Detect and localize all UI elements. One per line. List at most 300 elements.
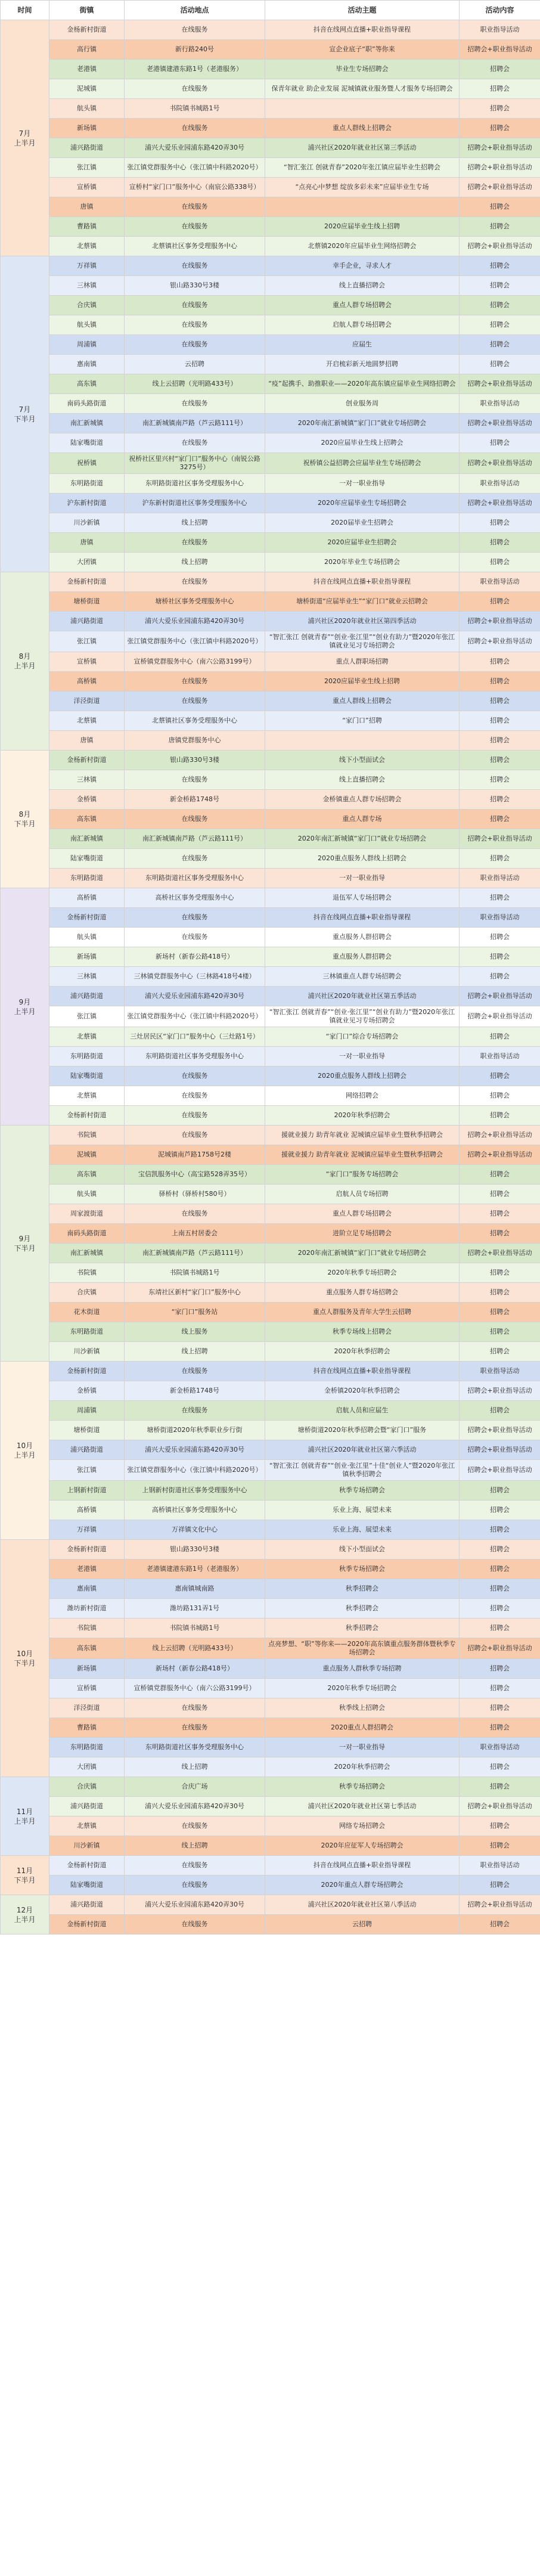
table-row [1,652,540,672]
street-cell: 三林镇 [49,276,125,296]
place-cell: 张江镇党群服务中心（张江镇中科路2020号） [125,158,265,178]
place-cell: 书院镇书城路1号 [125,1263,265,1283]
theme-cell: 一对一职业指导 [265,1047,460,1067]
place-cell: 书院镇书城路1号 [125,1619,265,1638]
theme-cell: 网络招聘会 [265,1086,460,1106]
street-cell: 合庆镇 [49,296,125,315]
place-cell: 东明路街道社区事务受理服务中心 [125,869,265,888]
content-cell: 职业指导活动 [460,1856,540,1876]
street-cell: 航头镇 [49,315,125,335]
content-cell: 招聘会 [460,1342,540,1362]
street-cell: 宣桥镇 [49,652,125,672]
theme-cell: 2020年重点人群专场招聘会 [265,1876,460,1895]
street-cell: 祝桥镇 [49,453,125,474]
theme-cell: 2020年秋季招聘会 [265,1106,460,1126]
place-cell: 线上招聘 [125,1757,265,1777]
street-cell: 川沙新镇 [49,513,125,533]
place-cell: 在线服务 [125,692,265,711]
theme-cell: 一对一职业指导 [265,1738,460,1757]
theme-cell: “智汇张江 创就青春”“创业·张江里”十佳“创业人”暨2020年张江镇秋季招聘会 [265,1460,460,1481]
content-cell: 招聘会 [460,1501,540,1520]
street-cell: 南汇新城镇 [49,829,125,849]
theme-cell: 重点人群服务及青年大学生云招聘 [265,1303,460,1322]
street-cell: 航头镇 [49,928,125,947]
theme-cell: 幸手企业，寻求人才 [265,256,460,276]
content-cell: 职业指导活动 [460,394,540,414]
theme-cell: 进阶立足专场招聘会 [265,1224,460,1244]
street-cell: 周浦镇 [49,1401,125,1421]
table-row [1,592,540,612]
content-cell: 招聘会 [460,711,540,731]
theme-cell: 2020年应征军人专场招聘会 [265,1836,460,1856]
period-cell: 9月 下半月 [1,1126,49,1362]
place-cell: 合庆广场 [125,1777,265,1797]
street-cell: 大团镇 [49,553,125,572]
table-row [1,1027,540,1047]
place-cell: 在线服务 [125,1718,265,1738]
period-cell: 7月 上半月 [1,20,49,256]
header-time: 时间 [1,1,49,20]
table-row [1,1086,540,1106]
table-row [1,1501,540,1520]
table-row [1,1797,540,1816]
place-cell: 泥城镇南芦路1758号2楼 [125,1145,265,1165]
street-cell: 浦兴路街道 [49,1895,125,1915]
theme-cell: 启航人群专场招聘会 [265,315,460,335]
content-cell: 招聘会+职业指导活动 [460,1244,540,1263]
theme-cell: 乐业上海、展望未来 [265,1501,460,1520]
table-row [1,1440,540,1460]
place-cell: 东明路街道社区事务受理服务中心 [125,1738,265,1757]
place-cell: 北蔡镇社区事务受理服务中心 [125,237,265,256]
content-cell: 招聘会 [460,276,540,296]
table-row [1,1303,540,1322]
table-row [1,908,540,928]
place-cell: 线上招聘 [125,513,265,533]
theme-cell: 2020年秋季专场招聘会 [265,1263,460,1283]
street-cell: 唐镇 [49,197,125,217]
theme-cell: 创业服务周 [265,394,460,414]
table-row [1,494,540,513]
street-cell: 金杨新村街道 [49,908,125,928]
table-row [1,553,540,572]
street-cell: 合庆镇 [49,1777,125,1797]
place-cell: 高桥镇社区事务受理服务中心 [125,1501,265,1520]
header-row [1,1,540,20]
theme-cell: 2020年秋季招聘会 [265,1342,460,1362]
content-cell: 招聘会 [460,355,540,374]
theme-cell [265,731,460,751]
table-row [1,1560,540,1579]
table-row [1,1362,540,1381]
theme-cell: 浦兴社区2020年就业社区第三季活动 [265,138,460,158]
theme-cell: 塘桥街道2020年秋季招聘会暨“家门口”服务 [265,1421,460,1440]
table-row [1,829,540,849]
content-cell: 招聘会+职业指导活动 [460,374,540,394]
content-cell: 招聘会 [460,99,540,119]
street-cell: 南码头路街道 [49,394,125,414]
content-cell: 职业指导活动 [460,1362,540,1381]
place-cell: 银山路330号3楼 [125,276,265,296]
place-cell: 上南五村居委会 [125,1224,265,1244]
place-cell: “家门口”服务站 [125,1303,265,1322]
table-row [1,1520,540,1540]
theme-cell [265,99,460,119]
table-row [1,197,540,217]
theme-cell: 秋季专场招聘会 [265,1560,460,1579]
theme-cell: “智汇张江 创就青春”“创业·张江里”“创业有助力”暨2020年张江镇就业见习专场招聘会 [265,631,460,652]
place-cell: 新金桥路1748号 [125,790,265,810]
place-cell: 宣桥村“家门口”服务中心（南宸公路338号） [125,178,265,197]
street-cell: 新场镇 [49,1659,125,1679]
place-cell: 在线服务 [125,217,265,237]
place-cell: 老港镇建港东路1号（老港服务） [125,1560,265,1579]
content-cell: 招聘会 [460,1757,540,1777]
theme-cell: 开启梳彩新天地圆梦招聘 [265,355,460,374]
content-cell: 招聘会 [460,770,540,790]
street-cell: 花木街道 [49,1303,125,1322]
content-cell: 招聘会 [460,731,540,751]
table-row [1,1244,540,1263]
theme-cell: “家门口”服务专场招聘会 [265,1165,460,1185]
street-cell: 南汇新城镇 [49,1244,125,1263]
street-cell: 老港镇 [49,60,125,79]
theme-cell: 2020年秋季招聘会 [265,1757,460,1777]
table-row [1,751,540,770]
theme-cell: 启航人员专场招聘 [265,1185,460,1204]
street-cell: 金桥镇 [49,1381,125,1401]
content-cell: 招聘会 [460,119,540,138]
street-cell: 书院镇 [49,1263,125,1283]
place-cell: 三灶居民区“家门口”服务中心（三灶路1号） [125,1027,265,1047]
content-cell: 招聘会+职业指导活动 [460,494,540,513]
theme-cell: 浦兴社区2020年就业社区第八季活动 [265,1895,460,1915]
table-row [1,1322,540,1342]
table-row [1,1283,540,1303]
street-cell: 三林镇 [49,967,125,987]
place-cell: 浦兴大爱乐业园浦东路420弄30号 [125,1797,265,1816]
place-cell: 驿桥村（驿桥村580号） [125,1185,265,1204]
content-cell: 招聘会 [460,810,540,829]
content-cell: 招聘会 [460,1915,540,1935]
content-cell: 职业指导活动 [460,572,540,592]
content-cell: 招聘会 [460,1322,540,1342]
content-cell: 招聘会+职业指导活动 [460,1421,540,1440]
street-cell: 北蔡镇 [49,711,125,731]
theme-cell: “疫”起携手、助推职业——2020年高东镇应届毕业生网络招聘会 [265,374,460,394]
content-cell: 招聘会 [460,60,540,79]
theme-cell: 重点人群职场招聘 [265,652,460,672]
content-cell: 招聘会 [460,1165,540,1185]
theme-cell: 秋季招聘会 [265,1599,460,1619]
place-cell: 在线服务 [125,119,265,138]
content-cell: 招聘会 [460,1263,540,1283]
place-cell: 宝信凯服务中心（高宝路528弄35号） [125,1165,265,1185]
street-cell: 泥城镇 [49,1145,125,1165]
content-cell: 招聘会 [460,751,540,770]
place-cell: 在线服务 [125,79,265,99]
content-cell: 职业指导活动 [460,1738,540,1757]
theme-cell: 乐业上海、展望未来 [265,1520,460,1540]
street-cell: 周家渡街道 [49,1204,125,1224]
place-cell: 在线服务 [125,1067,265,1086]
table-row [1,79,540,99]
street-cell: 老港镇 [49,1560,125,1579]
street-cell: 南汇新城镇 [49,414,125,433]
street-cell: 东明路街道 [49,869,125,888]
theme-cell: 点亮梦想、“职”等你来——2020年高东镇重点服务群体暨秋季专场招聘会 [265,1638,460,1659]
content-cell: 招聘会 [460,1106,540,1126]
street-cell: 北蔡镇 [49,1086,125,1106]
street-cell: 上钢新村街道 [49,1481,125,1501]
street-cell: 金杨新村街道 [49,1540,125,1560]
table-row [1,1836,540,1856]
street-cell: 潍坊新村街道 [49,1599,125,1619]
table-row [1,513,540,533]
theme-cell: 一对一职业指导 [265,474,460,494]
table-row [1,394,540,414]
content-cell: 招聘会 [460,1876,540,1895]
place-cell: 在线服务 [125,197,265,217]
content-cell: 招聘会 [460,692,540,711]
place-cell: 沪东新村街道社区事务受理服务中心 [125,494,265,513]
street-cell: 浦兴路街道 [49,1797,125,1816]
content-cell: 招聘会 [460,652,540,672]
street-cell: 浦兴路街道 [49,1440,125,1460]
place-cell: 在线服务 [125,1401,265,1421]
theme-cell: 线上直播招聘会 [265,770,460,790]
table-row [1,928,540,947]
table-row [1,1856,540,1876]
street-cell: 塘桥街道 [49,1421,125,1440]
content-cell: 招聘会 [460,1401,540,1421]
street-cell: 陆家嘴街道 [49,1067,125,1086]
place-cell: 线上招聘 [125,1342,265,1362]
table-row [1,1679,540,1698]
street-cell: 陆家嘴街道 [49,1876,125,1895]
period-cell: 10月 上半月 [1,1362,49,1540]
theme-cell: 三林镇重点人群专场招聘会 [265,967,460,987]
street-cell: 惠南镇 [49,355,125,374]
content-cell: 招聘会 [460,1086,540,1106]
theme-cell: 2020年毕业生专场招聘会 [265,553,460,572]
theme-cell [265,197,460,217]
table-row [1,1579,540,1599]
place-cell: 新场村（新春公路418号） [125,947,265,967]
content-cell: 招聘会 [460,1560,540,1579]
theme-cell: 2020重点服务人群线上招聘会 [265,1067,460,1086]
place-cell: 张江镇党群服务中心（张江镇中科路2020号） [125,631,265,652]
table-row [1,1006,540,1027]
place-cell: 在线服务 [125,296,265,315]
table-row [1,1421,540,1440]
table-row [1,810,540,829]
place-cell: 上钢新村街道社区事务受理服务中心 [125,1481,265,1501]
theme-cell: 2020年南汇新城镇“家门口”就业专场招聘会 [265,414,460,433]
header-place: 活动地点 [125,1,265,20]
content-cell: 招聘会+职业指导活动 [460,1895,540,1915]
street-cell: 陆家嘴街道 [49,433,125,453]
place-cell: 塘桥社区事务受理服务中心 [125,592,265,612]
place-cell: 在线服务 [125,256,265,276]
period-cell: 8月 下半月 [1,751,49,888]
place-cell: 在线服务 [125,1698,265,1718]
content-cell: 招聘会 [460,1777,540,1797]
theme-cell: 抖音在线网点直播+职业指导课程 [265,572,460,592]
content-cell: 招聘会+职业指导活动 [460,414,540,433]
street-cell: 高东镇 [49,374,125,394]
table-row [1,1126,540,1145]
table-row [1,1915,540,1935]
content-cell: 招聘会 [460,1185,540,1204]
street-cell: 曹路镇 [49,1718,125,1738]
place-cell: 在线服务 [125,335,265,355]
table-row [1,1718,540,1738]
theme-cell: 2020年应届毕业生专场招聘会 [265,494,460,513]
content-cell: 招聘会 [460,217,540,237]
place-cell: 线上云招聘（光明路433号） [125,374,265,394]
table-row [1,1895,540,1915]
place-cell: 东明路街道社区事务受理服务中心 [125,1047,265,1067]
table-row [1,40,540,60]
place-cell: 宣桥镇党群服务中心（南六公路3199号） [125,1679,265,1698]
table-row [1,947,540,967]
street-cell: 万祥镇 [49,256,125,276]
place-cell: 张江镇党群服务中心（张江镇中科路2020号） [125,1006,265,1027]
theme-cell: 重点服务人群招聘会 [265,928,460,947]
table-row [1,158,540,178]
street-cell: 高东镇 [49,810,125,829]
table-row [1,1757,540,1777]
street-cell: 曹路镇 [49,217,125,237]
content-cell: 招聘会 [460,1224,540,1244]
street-cell: 新场镇 [49,119,125,138]
theme-cell: 秋季专场招聘会 [265,1777,460,1797]
place-cell: 在线服务 [125,20,265,40]
place-cell: 在线服务 [125,770,265,790]
table-row [1,1263,540,1283]
street-cell: 惠南镇 [49,1579,125,1599]
theme-cell: 重点服务人群秋季专场招聘 [265,1659,460,1679]
street-cell: 金杨新村街道 [49,751,125,770]
table-body [1,20,540,1935]
place-cell: 东明路街道社区事务受理服务中心 [125,474,265,494]
theme-cell: 抖音在线网点直播+职业指导课程 [265,20,460,40]
street-cell: 高桥镇 [49,888,125,908]
theme-cell: 援就业援力 助青年就业 泥城镇应届毕业生暨秋季招聘会 [265,1145,460,1165]
theme-cell: 线下小型面试会 [265,751,460,770]
content-cell: 招聘会+职业指导活动 [460,1797,540,1816]
street-cell: 浦兴路街道 [49,612,125,631]
place-cell: 在线服务 [125,1106,265,1126]
theme-cell: 一对一职业指导 [265,869,460,888]
content-cell: 招聘会 [460,967,540,987]
theme-cell: 浦兴社区2020年就业社区第七季活动 [265,1797,460,1816]
table-row [1,1638,540,1659]
content-cell: 招聘会 [460,1283,540,1303]
place-cell: 惠南镇城南路 [125,1579,265,1599]
theme-cell: “智汇张江 创就青春”2020年张江镇应届毕业生招聘会 [265,158,460,178]
street-cell: 陆家嘴街道 [49,849,125,869]
place-cell: 南汇新城镇南芦路（芦云路111号） [125,1244,265,1263]
content-cell: 招聘会 [460,1303,540,1322]
street-cell: 唐镇 [49,533,125,553]
place-cell: 在线服务 [125,672,265,692]
table-row [1,433,540,453]
table-row [1,414,540,433]
content-cell: 招聘会+职业指导活动 [460,1126,540,1145]
table-row [1,1698,540,1718]
theme-cell: 2020重点服务人群线上招聘会 [265,849,460,869]
theme-cell: 祝桥镇公益招聘会应届毕业生专场招聘会 [265,453,460,474]
theme-cell: 退伍军人专场招聘会 [265,888,460,908]
street-cell: 高东镇 [49,1638,125,1659]
street-cell: 金杨新村街道 [49,20,125,40]
table-row [1,1381,540,1401]
theme-cell: 北蔡镇2020年应届毕业生网络招聘会 [265,237,460,256]
place-cell: 在线服务 [125,849,265,869]
street-cell: 宣桥镇 [49,178,125,197]
content-cell: 招聘会 [460,513,540,533]
street-cell: 北蔡镇 [49,1027,125,1047]
place-cell: 万祥镇文化中心 [125,1520,265,1540]
place-cell: 云招聘 [125,355,265,374]
place-cell: 北蔡镇社区事务受理服务中心 [125,711,265,731]
theme-cell: 重点服务人群专场招聘会 [265,1283,460,1303]
place-cell: 新金桥路1748号 [125,1381,265,1401]
street-cell: 三林镇 [49,770,125,790]
content-cell: 招聘会+职业指导活动 [460,1460,540,1481]
table-row [1,1342,540,1362]
street-cell: 张江镇 [49,158,125,178]
theme-cell: 应届生 [265,335,460,355]
place-cell: 张江镇党群服务中心（张江镇中科路2020号） [125,1460,265,1481]
table-row [1,374,540,394]
period-cell: 11月 上半月 [1,1777,49,1856]
table-row [1,276,540,296]
table-row [1,967,540,987]
content-cell: 招聘会+职业指导活动 [460,612,540,631]
content-cell: 招聘会 [460,1520,540,1540]
table-row [1,335,540,355]
content-cell: 招聘会 [460,1481,540,1501]
street-cell: 高东镇 [49,1165,125,1185]
table-row [1,790,540,810]
table-row [1,612,540,631]
street-cell: 金杨新村街道 [49,1856,125,1876]
place-cell: 在线服务 [125,1086,265,1106]
theme-cell: “家门口”综合专场招聘会 [265,1027,460,1047]
table-row [1,849,540,869]
theme-cell: 秋季专场招聘会 [265,1481,460,1501]
street-cell: 洋泾街道 [49,692,125,711]
place-cell: 在线服务 [125,1204,265,1224]
place-cell: 书院镇书城路1号 [125,99,265,119]
street-cell: 高行镇 [49,40,125,60]
theme-cell: 线下小型面试会 [265,1540,460,1560]
content-cell: 招聘会 [460,79,540,99]
content-cell: 职业指导活动 [460,20,540,40]
place-cell: 浦兴大爱乐业园浦东路420弄30号 [125,612,265,631]
street-cell: 万祥镇 [49,1520,125,1540]
period-cell: 12月 上半月 [1,1895,49,1935]
place-cell: 新场村（新春公路418号） [125,1659,265,1679]
theme-cell: 2020年秋季专场招聘会 [265,1679,460,1698]
period-cell: 7月 下半月 [1,256,49,572]
table-row [1,1816,540,1836]
place-cell: 浦兴大爱乐业园浦东路420弄30号 [125,1440,265,1460]
content-cell: 招聘会 [460,1619,540,1638]
